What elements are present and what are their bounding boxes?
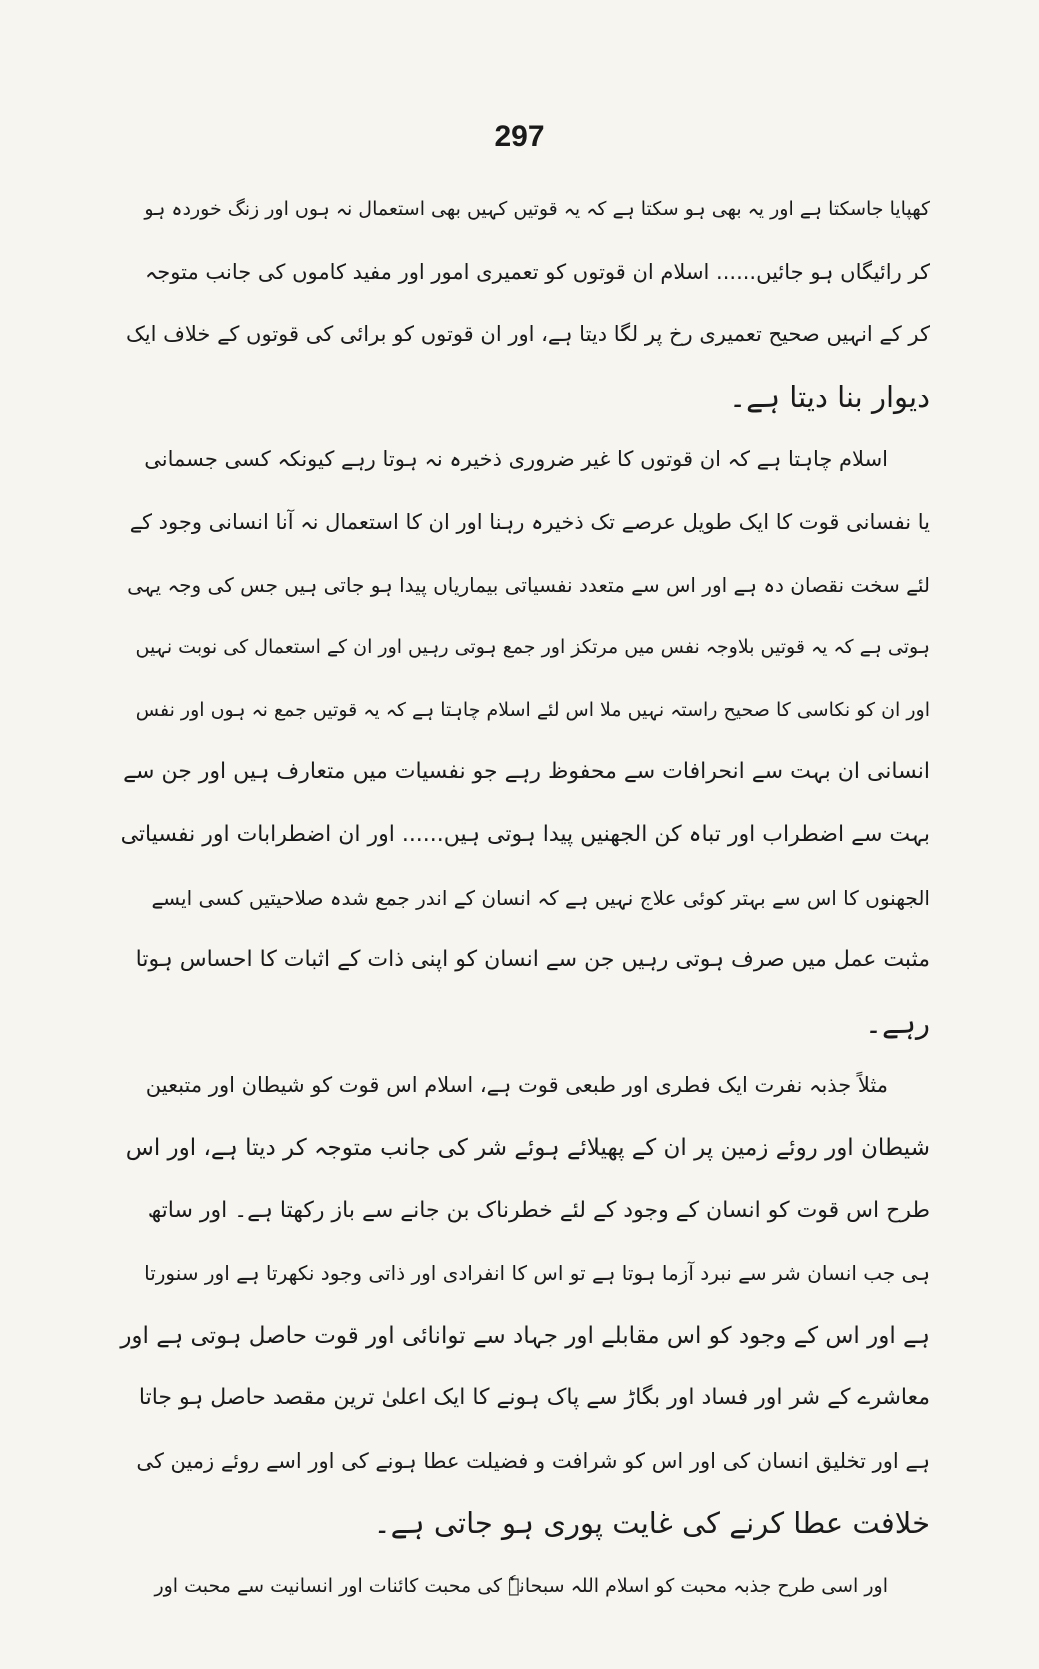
text-line: ہی جب انسان شر سے نبرد آزما ہوتا ہے تو اس کا انفرادی اور ذاتی وجود نکھرتا ہے اور سنورتا	[144, 1261, 930, 1286]
text-line: بہت سے اضطراب اور تباہ کن الجھنیں پیدا ہوتی ہیں...... اور ان اضطرابات اور نفسیاتی	[120, 821, 930, 847]
text-line: خلافت عطا کرنے کی غایت پوری ہو جاتی ہے۔	[373, 1506, 930, 1541]
text-line: دیوار بنا دیتا ہے۔	[729, 379, 930, 414]
text-line: کر رائیگاں ہو جائیں...... اسلام ان قوتوں کو تعمیری امور اور مفید کاموں کی جانب متوجہ	[145, 259, 930, 284]
text-line: کھپایا جاسکتا ہے اور یہ بھی ہو سکتا ہے کہ یہ قوتیں کہیں بھی استعمال نہ ہوں اور زنگ خوردہ ہو	[144, 198, 930, 220]
text-line: شیطان اور روئے زمین پر ان کے پھیلائے ہوئے شر کی جانب متوجہ کر دیتا ہے، اور اس	[125, 1134, 930, 1161]
text-line: ہوتی ہے کہ یہ قوتیں بلاوجہ نفس میں مرتکز اور جمع ہوتی رہیں اور ان کے استعمال کی نوبت نہیں	[135, 636, 930, 659]
text-line: انسانی ان بہت سے انحرافات سے محفوظ رہے جو نفسیات میں متعارف ہیں اور جن سے	[123, 759, 930, 785]
text-line: طرح اس قوت کو انسان کے وجود کے لئے خطرناک بن جانے سے باز رکھتا ہے۔ اور ساتھ	[147, 1197, 930, 1223]
text-line: ہے اور تخلیق انسان کی اور اس کو شرافت و فضیلت عطا ہونے کی اور اسے روئے زمین کی	[136, 1448, 930, 1473]
text-line: اور ان کو نکاسی کا صحیح راستہ نہیں ملا اس لئے اسلام چاہتا ہے کہ یہ قوتیں جمع نہ ہوں اور نفس	[135, 698, 930, 721]
text-line: کر کے انہیں صحیح تعمیری رخ پر لگا دیتا ہے، اور ان قوتوں کو برائی کی قوتوں کے خلاف ایک	[125, 322, 930, 347]
text-line: ہے اور اس کے وجود کو اس مقابلے اور جہاد سے توانائی اور قوت حاصل ہوتی ہے اور	[120, 1322, 930, 1349]
text-line: لئے سخت نقصان دہ ہے اور اس سے متعدد نفسیاتی بیماریاں پیدا ہو جاتی ہیں جس کی وجہ یہی	[127, 572, 930, 597]
text-line: اسلام چاہتا ہے کہ ان قوتوں کا غیر ضروری ذخیرہ نہ ہوتا رہے کیونکہ کسی جسمانی	[144, 447, 888, 472]
text-line: مثلاً جذبہ نفرت ایک فطری اور طبعی قوت ہے، اسلام اس قوت کو شیطان اور متبعین	[145, 1073, 888, 1098]
page-body	[118, 178, 930, 1618]
text-line: معاشرے کے شر اور فساد اور بگاڑ سے پاک ہونے کا ایک اعلیٰ ترین مقصد حاصل ہو جاتا	[138, 1385, 930, 1411]
text-line: اور اسی طرح جذبہ محبت کو اسلام اللہ سبحانہٗ کی محبت کائنات اور انسانیت سے محبت اور	[154, 1575, 888, 1598]
text-line: یا نفسانی قوت کا ایک طویل عرصے تک ذخیرہ رہنا اور ان کا استعمال نہ آنا انسانی وجود کے	[129, 509, 930, 534]
text-line: مثبت عمل میں صرف ہوتی رہیں جن سے انسان کو اپنی ذات کے اثبات کا احساس ہوتا	[135, 947, 930, 973]
text-line: رہے۔	[865, 1005, 930, 1040]
page-number: 297	[494, 120, 545, 153]
text-line: الجھنوں کا اس سے بہتر کوئی علاج نہیں ہے کہ انسان کے اندر جمع شدہ صلاحیتیں کسی ایسے	[151, 885, 930, 910]
